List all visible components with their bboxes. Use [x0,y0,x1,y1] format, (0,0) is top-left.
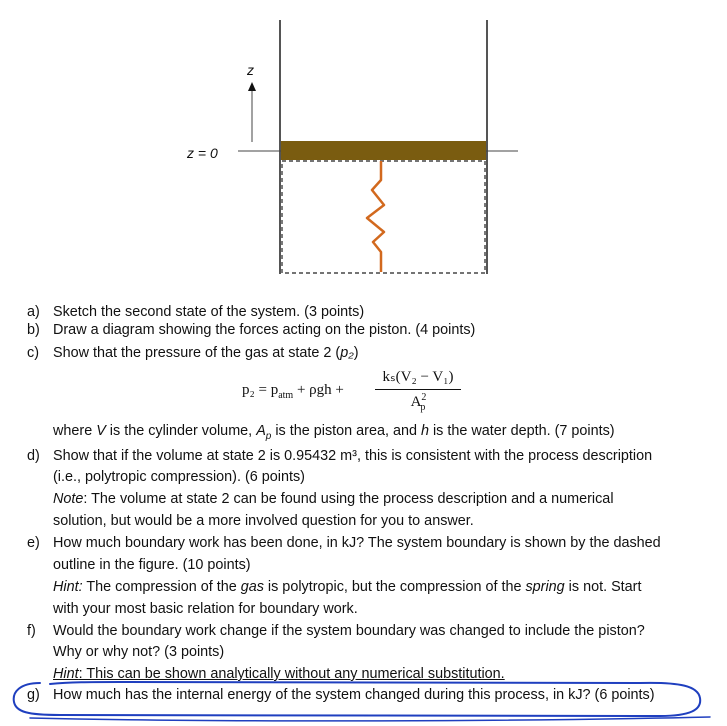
z-axis-label: z [247,62,254,78]
question-g-text: How much has the internal energy of the system changed during this process, in kJ? (6 points) [53,687,655,703]
hint-f-line: Hint: This can be shown analytically without any numerical substitution. [53,666,505,682]
equation-description: where V is the cylinder volume, $A_p$ is the piston area, and h is the water depth. (7 points) [53,423,615,442]
hint-e-line2: with your most basic relation for boundary work. [53,601,358,617]
equation-denominator: $A^2_p$ [410,392,427,413]
question-e-line2: outline in the figure. (10 points) [53,557,251,573]
question-b-text: Draw a diagram showing the forces acting on the piston. (4 points) [53,322,476,338]
question-d-line2: (i.e., polytropic compression). (6 points) [53,469,305,485]
equation-numerator: kₛ(V₂ − V₁) [382,369,454,385]
question-label-e: e) [27,535,40,551]
question-label-d: d) [27,448,40,464]
system-boundary-dashed [282,161,485,273]
hint-e-line1: Hint: The compression of the gas is polytropic, but the compression of the spring is not. Start [53,579,642,595]
question-label-a: a) [27,304,40,320]
question-d-line1: Show that if the volume at state 2 is 0.95432 m³, this is consistent with the process description [53,448,653,464]
question-label-c: c) [27,345,39,361]
question-a-text: Sketch the second state of the system. (3 points) [53,304,365,320]
piston [281,141,486,160]
note-d-line1: Note: The volume at state 2 can be found using the process description and a numerical [53,491,614,507]
ink-circle-annotation [0,670,727,726]
question-label-b: b) [27,322,40,338]
equation-lhs: $p_2 = p_{atm} + \rho gh$ + [242,382,344,401]
question-c-text: Show that the pressure of the gas at state 2 (p₂) [53,345,359,361]
spring [367,161,384,272]
z-zero-label: z = 0 [187,145,218,161]
question-label-f: f) [27,623,36,639]
question-e-line1: How much boundary work has been done, in kJ? The system boundary is shown by the dashed [53,535,661,551]
question-f-line2: Why or why not? (3 points) [53,644,225,660]
question-f-line1: Would the boundary work change if the system boundary was changed to include the piston? [53,623,645,639]
piston-cylinder-figure [0,0,727,290]
question-label-g: g) [27,687,40,703]
z-axis-arrowhead [248,82,256,91]
equation-fraction-bar [375,389,461,390]
note-d-line2: solution, but would be a more involved question for you to answer. [53,513,474,529]
